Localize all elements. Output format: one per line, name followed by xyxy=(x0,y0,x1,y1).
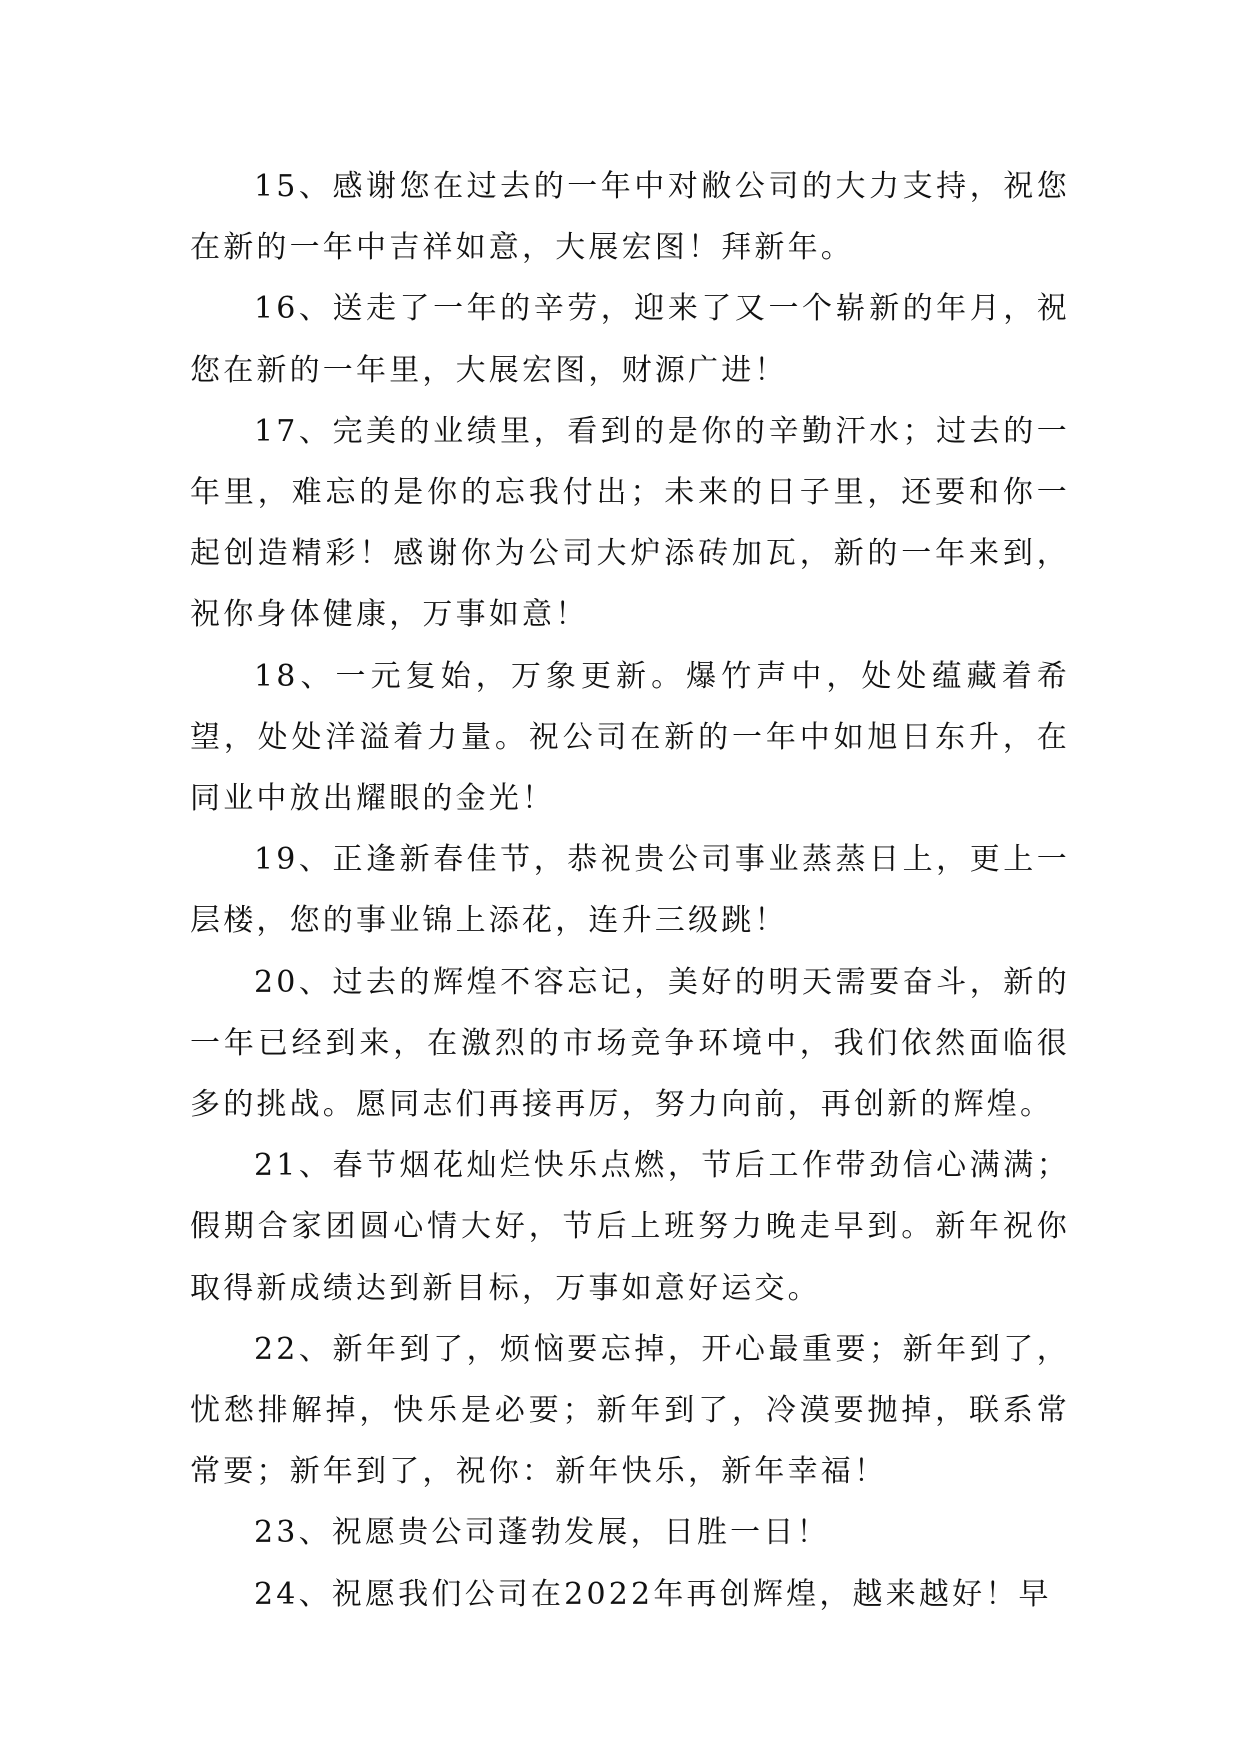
paragraph-15: 15、感谢您在过去的一年中对敝公司的大力支持，祝您在新的一年中吉祥如意，大展宏图！拜新年。 xyxy=(190,169,1070,266)
paragraph-21: 21、春节烟花灿烂快乐点燃，节后工作带劲信心满满；假期合家团圆心情大好，节后上班努力晚走早到。新年祝你取得新成绩达到新目标，万事如意好运交。 xyxy=(190,1148,1070,1306)
paragraph-20: 20、过去的辉煌不容忘记，美好的明天需要奋斗，新的一年已经到来，在激烈的市场竞争环境中，我们依然面临很多的挑战。愿同志们再接再厉，努力向前，再创新的辉煌。 xyxy=(190,964,1070,1123)
paragraph-22: 22、新年到了，烦恼要忘掉，开心最重要；新年到了，忧愁排解掉，快乐是必要；新年到了，冷漠要抛掉，联系常常要；新年到了，祝你：新年快乐，新年幸福！ xyxy=(190,1331,1070,1490)
paragraph-24: 24、祝愿我们公司在2022年再创辉煌，越来越好！早 xyxy=(254,1576,1052,1612)
paragraph-17: 17、完美的业绩里，看到的是你的辛勤汗水；过去的一年里，难忘的是你的忘我付出；未来的日子里，还要和你一起创造精彩！感谢你为公司大炉添砖加瓦，新的一年来到，祝你身体健康，万事如意！ xyxy=(190,413,1070,633)
paragraph-16: 16、送走了一年的辛劳，迎来了又一个崭新的年月，祝您在新的一年里，大展宏图，财源广进！ xyxy=(190,291,1070,388)
document-body xyxy=(190,156,1070,1625)
paragraph-23: 23、祝愿贵公司蓬勃发展，日胜一日！ xyxy=(254,1515,830,1551)
paragraph-19: 19、正逢新春佳节，恭祝贵公司事业蒸蒸日上，更上一层楼，您的事业锦上添花，连升三级跳！ xyxy=(190,842,1070,939)
paragraph-18: 18、一元复始，万象更新。爆竹声中，处处蕴藏着希望，处处洋溢着力量。祝公司在新的一年中如旭日东升，在同业中放出耀眼的金光！ xyxy=(190,658,1070,817)
